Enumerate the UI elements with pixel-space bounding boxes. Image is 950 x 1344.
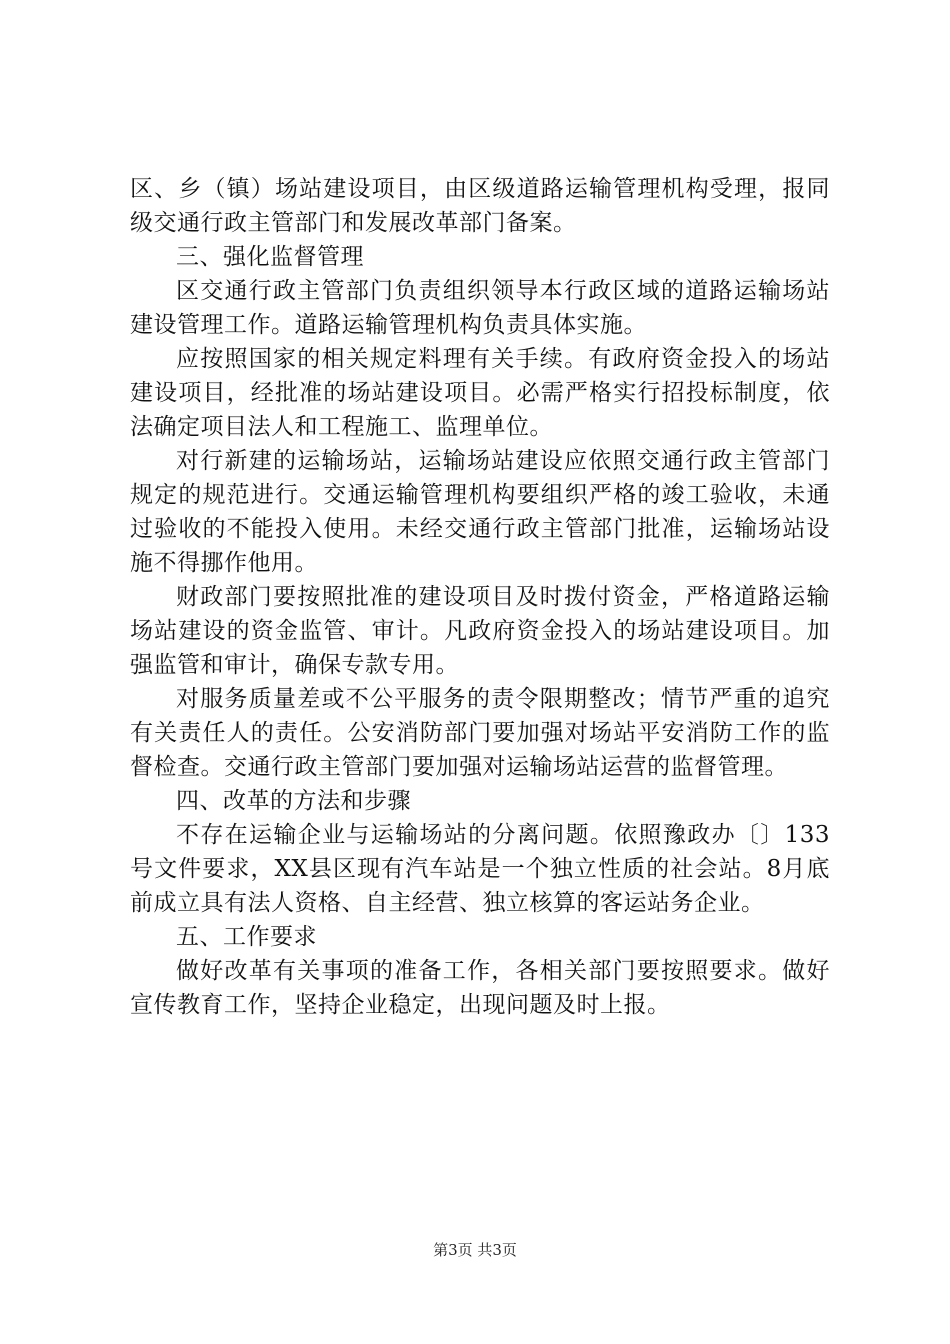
paragraph-7: 对服务质量差或不公平服务的责令限期整改；情节严重的追究有关责任人的责任。公安消防部门要加强对场站平安消防工作的监督检查。交通行政主管部门要加强对运输场站运营的监督管理。 — [130, 686, 830, 780]
paragraph-11: 做好改革有关事项的准备工作，各相关部门要按照要求。做好宣传教育工作，坚持企业稳定，出现问题及时上报。 — [130, 958, 830, 1018]
section-heading-3: 三、强化监督管理 — [176, 244, 364, 270]
paragraph-9: 不存在运输企业与运输场站的分离问题。依照豫政办〔〕133号文件要求，XX县区现有汽车站是一个独立性质的社会站。8月底前成立具有法人资格、自主经营、独立核算的客运站务企业。 — [130, 822, 830, 916]
page-footer — [0, 1240, 950, 1260]
document-body — [130, 172, 830, 1022]
paragraph-4: 应按照国家的相关规定料理有关手续。有政府资金投入的场站建设项目，经批准的场站建设项目。必需严格实行招投标制度，依法确定项目法人和工程施工、监理单位。 — [130, 346, 830, 440]
section-heading-4: 四、改革的方法和步骤 — [176, 788, 411, 814]
paragraph-3: 区交通行政主管部门负责组织领导本行政区域的道路运输场站建设管理工作。道路运输管理机构负责具体实施。 — [130, 278, 830, 338]
section-heading-5: 五、工作要求 — [176, 924, 317, 950]
paragraph-6: 财政部门要按照批准的建设项目及时拨付资金，严格道路运输场站建设的资金监管、审计。凡政府资金投入的场站建设项目。加强监管和审计，确保专款专用。 — [130, 584, 830, 678]
paragraph-5: 对行新建的运输场站，运输场站建设应依照交通行政主管部门规定的规范进行。交通运输管理机构要组织严格的竣工验收，未通过验收的不能投入使用。未经交通行政主管部门批准，运输场站设施不得挪作他用。 — [130, 448, 830, 576]
paragraph-1: 区、乡（镇）场站建设项目，由区级道路运输管理机构受理，报同级交通行政主管部门和发展改革部门备案。 — [130, 176, 830, 236]
page-number-label: 第3页 共3页 — [433, 1241, 517, 1259]
